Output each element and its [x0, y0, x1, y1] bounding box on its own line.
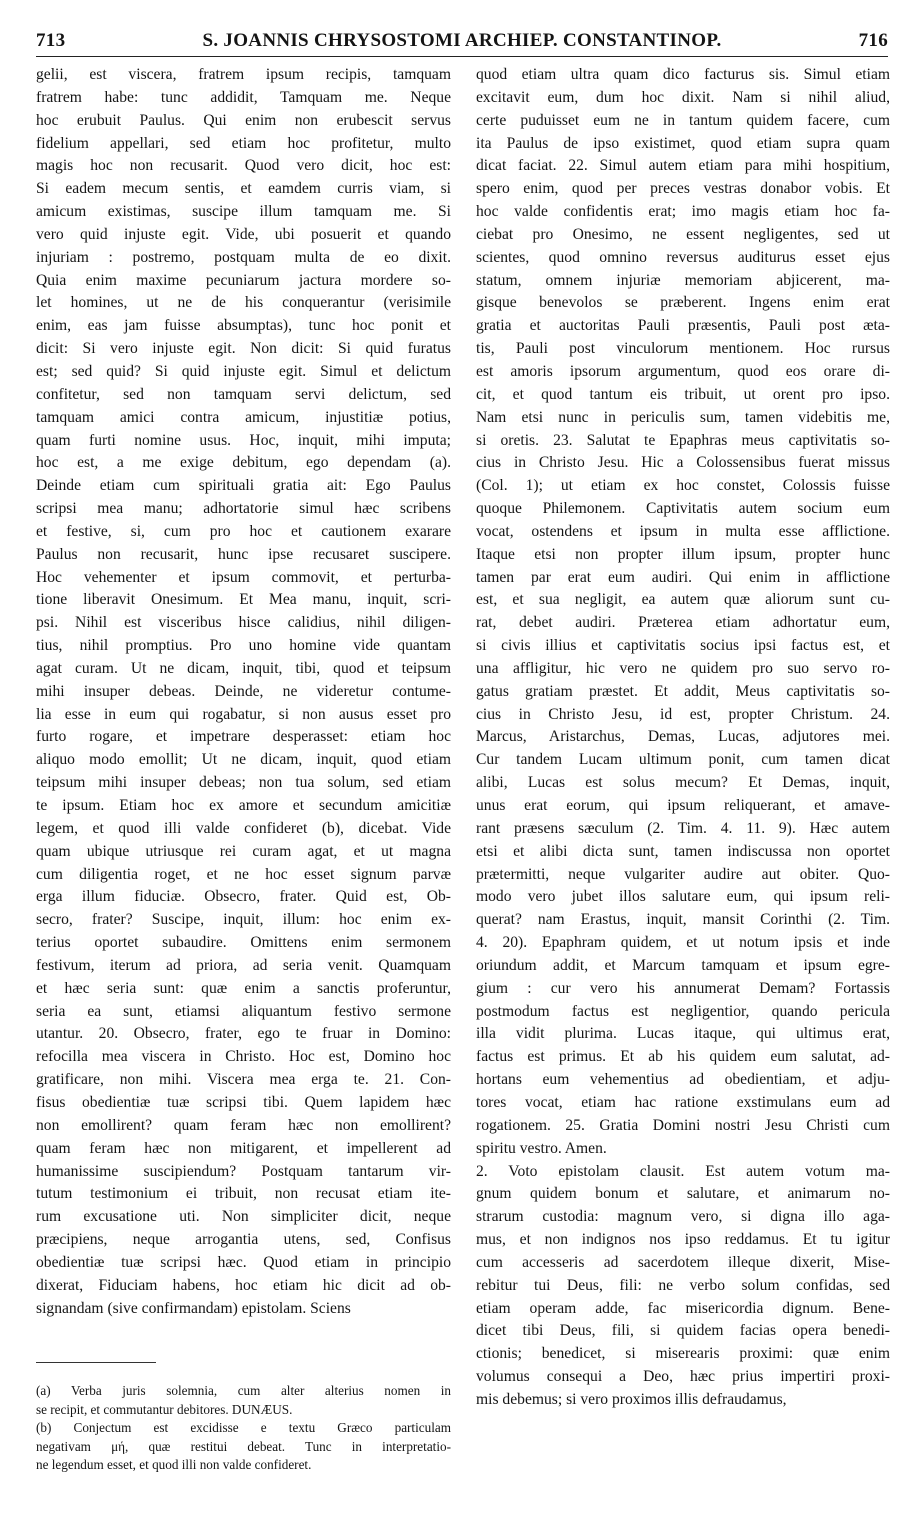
text-column-left [36, 64, 451, 1320]
text-line: gnum quidem bonum et salutare, et animarum no- [476, 1185, 890, 1203]
text-line: gatus gratiam præstet. Et addit, Meus captivitatis so- [476, 682, 890, 700]
text-line: est; sed quid? Si quid injuste egit. Simul et delictum [36, 362, 451, 380]
text-line: Nam etsi nunc in periculis sum, tamen videbitis me, [476, 408, 890, 426]
text-line: Quia enim maxime pecuniarum jactura mordere so- [36, 271, 451, 289]
text-line: humanissime suscipiendum? Postquam tantarum vir- [36, 1162, 451, 1180]
text-line: Deinde etiam cum spirituali gratia ait: Ego Paulus [36, 477, 451, 495]
text-line: tione liberavit Onesimum. Et Mea manu, inquit, scri- [36, 591, 451, 609]
text-line: injuriam : postremo, postquam multa de eo dixit. [36, 248, 451, 266]
text-line: Itaque etsi non propter illum ipsum, propter hunc [476, 545, 890, 563]
text-line: tius, nihil promptius. Pro uno homine vide quantam [36, 637, 451, 655]
footnote-rule [36, 1362, 156, 1363]
text-line: unus erat eorum, qui ipsum reliquerant, et amave- [476, 797, 890, 814]
text-line: alibi, Lucas est solus mecum? Et Demas, inquit, [476, 774, 890, 792]
text-line: tamquam amici contra amicum, injustitiæ potius, [36, 408, 451, 426]
footnote-line: (b) Conjectum est excidisse e textu Græco particulam [36, 1420, 451, 1435]
text-line: mis debemus; si vero proximos illis defraudamus, [476, 1390, 787, 1408]
text-line: fratrem habe: tunc addidit, Tamquam me. Neque [36, 88, 451, 106]
text-line: et festive, si, cum pro hoc et cautionem exarare [36, 522, 451, 540]
text-line: non emollirent? quam feram hæc non emollirent? [36, 1116, 451, 1134]
text-line: seria ea sunt, etiamsi aliquantum festivo sermone [36, 1002, 451, 1020]
text-line: est, et sua negligit, ea autem quæ aliorum sunt cu- [476, 591, 890, 609]
text-line: spero enim, quod per preces vestras donabor vobis. Et [476, 180, 890, 198]
running-header [36, 26, 888, 57]
text-line: prætermitti, neque vulgariter audire aut obiter. Quo- [476, 865, 890, 883]
text-line: erga illum fiduciæ. Obsecro, frater. Quid est, Ob- [36, 888, 451, 906]
text-line: Cur tandem Lucam ultimum ponit, cum tamen dicat [476, 751, 890, 769]
text-line: festivum, iterum ad priora, ad seria venit. Quamquam [36, 956, 451, 974]
text-line: amicum existimas, suscipe illum tamquam me. Si [36, 203, 451, 221]
text-line: dixerat, Fiduciam habens, hoc etiam hic dicit ad ob- [36, 1276, 451, 1294]
text-line: signandam (sive confirmandam) epistolam. Sciens [36, 1299, 351, 1317]
footnote-line: ne legendum esset, et quod illi non valde confideret. [36, 1457, 312, 1472]
text-line: spiritu vestro. Amen. [476, 1139, 607, 1157]
text-line: præcipiens, neque arrogantia utens, sed, Confisus [36, 1231, 451, 1249]
text-line: rogationem. 25. Gratia Domini nostri Jesu Christi cum [476, 1116, 890, 1134]
text-line: confitetur, sed non tamquam servi delictum, sed [36, 385, 451, 403]
text-line: hoc est, a me exige debitum, ego dependam (a). [36, 454, 451, 472]
text-line: si oretis. 23. Salutat te Epaphras meus captivitatis so- [476, 431, 890, 449]
text-line: tamen par erat eum audiri. Qui enim in afflictione [476, 568, 890, 586]
text-line: vocat, ostendens et ipsum in multa esse afflictione. [476, 522, 890, 540]
text-line: refocilla mea viscera in Christo. Hoc est, Domino hoc [36, 1048, 451, 1066]
text-line: Si eadem mecum sentis, et eamdem curris viam, si [36, 180, 451, 198]
text-line: est amoris ipsorum argumentum, quod eos orare di- [476, 362, 890, 380]
text-line: gium : cur vero his annumerat Demam? Fortassis [476, 979, 890, 997]
text-line: furto rogare, et impetrare desperasset: etiam hoc [36, 728, 451, 746]
text-line: ciebat pro Onesimo, ne essent negligentes, sed ut [476, 225, 890, 243]
text-line: quam ubique utriusque rei curam agat, et ut magna [36, 842, 451, 860]
text-line: lia esse in eum qui rogabatur, si non ausus esset pro [36, 705, 451, 723]
text-line: gratia et auctoritas Pauli præsentis, Pauli post æta- [476, 317, 890, 335]
text-line: hortans eum vehementius ad obedientiam, et adju- [476, 1071, 890, 1089]
text-line: dicit: Si vero injuste egit. Non dicit: Si quid furatus [36, 340, 451, 358]
text-line: fisus obedientiæ tuæ scripsi tibi. Quem lapidem hæc [36, 1093, 451, 1111]
text-line: dicet tibi Deus, fili, si quidem facias opera benedi- [476, 1322, 890, 1340]
text-line: statum, omnem injuriæ memoriam abjicerent, ma- [476, 271, 890, 289]
text-line: rum excusatione uti. Non simpliciter dicit, neque [36, 1208, 451, 1226]
text-line: hoc valde confidentis erat; imo magis etiam hoc fa- [476, 203, 890, 221]
text-line: quam furti nomine usus. Hoc, inquit, mihi imputa; [36, 431, 451, 449]
text-line: Paulus non recusarit, hunc ipse recusaret suscipere. [36, 545, 451, 563]
page-number-left: 713 [36, 30, 66, 51]
text-line: tores vocat, etiam hac ratione exstimulans eum ad [476, 1093, 890, 1111]
running-title: S. JOANNIS CHRYSOSTOMI ARCHIEP. CONSTANTINOP. [202, 30, 722, 51]
text-line: mihi insuper debeas. Deinde, ne videretur contume- [36, 682, 451, 700]
text-line: cum accesseris ad sacerdotem illeque dixerit, Mise- [476, 1253, 890, 1271]
text-line: magis hoc non recusarit. Quod vero dicit, hoc est: [36, 157, 451, 175]
text-line: agat curam. Ut ne dicam, inquit, tibi, quod et teipsum [36, 659, 451, 677]
footnote-line: (a) Verba juris solemnia, cum alter alterius nomen in [36, 1383, 451, 1398]
text-line: cius in Christo Jesu, id est, propter Christum. 24. [476, 705, 890, 723]
text-line: dicat faciat. 22. Simul autem etiam para mihi hospitium, [476, 157, 890, 175]
text-line: cit, et quod tantum eis tribuit, ut orent pro ipso. [476, 385, 890, 403]
text-line: scientes, quod omnino reversus auditurus esset ejus [476, 248, 890, 266]
text-line: 2. Voto epistolam clausit. Est autem votum ma- [476, 1162, 890, 1180]
text-line: Hoc vehementer et ipsum commovit, et perturba- [36, 568, 451, 586]
text-line: rebitur tui Deus, fili: ne verbo solum confidas, sed [476, 1276, 890, 1294]
text-line: factus est primus. Et ab his quidem eum salutat, ad- [476, 1048, 890, 1066]
text-line: cius in Christo Jesu. Hic a Colossensibus fuerat missus [476, 454, 890, 472]
text-line: psi. Nihil est visceribus hisce calidius, nihil diligen- [36, 614, 451, 632]
footnote-line: se recipit, et commutantur debitores. DUNÆUS. [36, 1401, 293, 1417]
text-line: certe puduisset eum ne in tantum quidem facere, cum [476, 111, 890, 129]
text-line: te ipsum. Etiam hoc ex amore et secundum amicitiæ [36, 797, 451, 814]
text-line: rant præsens sæculum (2. Tim. 4. 11. 9). Hæc autem [476, 819, 890, 837]
text-column-right [476, 64, 890, 1412]
text-line: tis, Pauli post vinculorum mentionem. Hoc rursus [476, 340, 890, 358]
text-line: illa vidit plurima. Lucas itaque, qui ultimus erat, [476, 1025, 890, 1043]
text-line: aliquo modo emollit; Ut ne dicam, inquit, quod etiam [36, 751, 451, 769]
page-number-right: 716 [858, 30, 888, 51]
text-line: legem, et quod illi valde confideret (b), dicebat. Vide [36, 819, 451, 837]
text-line: Marcus, Aristarchus, Demas, Lucas, adjutores mei. [476, 728, 890, 746]
text-line: quod etiam ultra quam dico facturus sis. Simul etiam [476, 66, 890, 83]
text-line: enim, eas jam fuisse absumptas), tunc hoc ponit et [36, 317, 451, 335]
text-line: gelii, est viscera, fratrem ipsum recipis, tamquam [36, 66, 451, 83]
text-line: etiam operam adde, fac misericordia dignum. Bene- [476, 1299, 890, 1317]
text-line: scripsi mea manu; adhortatorie simul hæc scribens [36, 500, 451, 518]
text-line: quoque Philemonem. Captivitatis autem socium eum [476, 500, 890, 518]
text-line: modo vero jubet illos salutare eum, qui ipsum reli- [476, 888, 890, 906]
text-line: secro, frater? Suscipe, inquit, illum: hoc enim ex- [36, 911, 451, 929]
text-line: fidelium appellari, sed etiam hoc profitetur, multo [36, 134, 451, 152]
footnotes [36, 1382, 451, 1475]
text-line: terius oportet subaudire. Omittens enim sermonem [36, 934, 451, 952]
text-line: cum diligentia roget, et ne hoc esset signum parvæ [36, 865, 451, 883]
text-line: oriundum addit, et Marcum tamquam et ipsum egre- [476, 956, 890, 974]
text-line: strarum custodia: magnum vero, si digna illo aga- [476, 1208, 890, 1226]
text-line: si civis illius et captivitatis socius ipsi factus est, et [476, 637, 890, 655]
text-line: let homines, ut ne de his conquerantur (verisimile [36, 294, 451, 312]
text-line: hoc erubuit Paulus. Qui enim non erubescit servus [36, 111, 451, 129]
text-line: gisque benevolos se præberent. Ingens enim erat [476, 294, 890, 312]
text-line: rat, debet audiri. Præterea etiam adhortatur eum, [476, 614, 890, 632]
text-line: postmodum factus est negligentior, quando pericula [476, 1002, 890, 1020]
text-line: quam feram hæc non mitigarent, et impellerent ad [36, 1139, 451, 1157]
text-line: (Col. 1); ut etiam ex hoc constet, Colossis fuisse [476, 477, 890, 495]
footnote-line: negativam μή, quæ restitui debeat. Tunc in interpretatio- [36, 1438, 451, 1454]
text-line: ctionis; benedicet, si miserearis proximi: quæ enim [476, 1345, 890, 1363]
text-line: 4. 20). Epaphram quidem, et ut notum ipsis et inde [476, 934, 890, 952]
text-line: excitavit eum, dum hoc dixit. Nam si nihil aliud, [476, 88, 890, 106]
text-line: teipsum mihi insuper debeas; non tua solum, sed etiam [36, 774, 451, 792]
text-line: volumus consequi a Deo, hæc prius impertiri proxi- [476, 1368, 890, 1386]
text-line: gratificare, non mihi. Viscera mea erga te. 21. Con- [36, 1071, 451, 1089]
text-line: utantur. 20. Obsecro, frater, ego te fruar in Domino: [36, 1025, 451, 1043]
text-line: una affligitur, hic vero ne quidem pro suo servo ro- [476, 659, 890, 677]
text-line: vero quid injuste egit. Vide, ubi posuerit et quando [36, 225, 451, 243]
text-line: ita Paulus de ipso existimet, quod etiam supra quam [476, 134, 890, 152]
text-line: tutum testimonium ei tribuit, non recusat etiam ite- [36, 1185, 451, 1203]
text-line: etsi et alibi dicta sunt, tamen indiscussa non oportet [476, 842, 890, 860]
text-line: et hæc seria sunt: quæ enim a sanctis proferuntur, [36, 979, 451, 997]
text-line: querat? nam Erastus, inquit, mansit Corinthi (2. Tim. [476, 911, 890, 929]
text-line: mus, et non indignos nos ipso reddamus. Et tu igitur [476, 1231, 890, 1249]
text-line: obedientiæ tuæ scripsi hæc. Quod etiam in principio [36, 1253, 451, 1271]
